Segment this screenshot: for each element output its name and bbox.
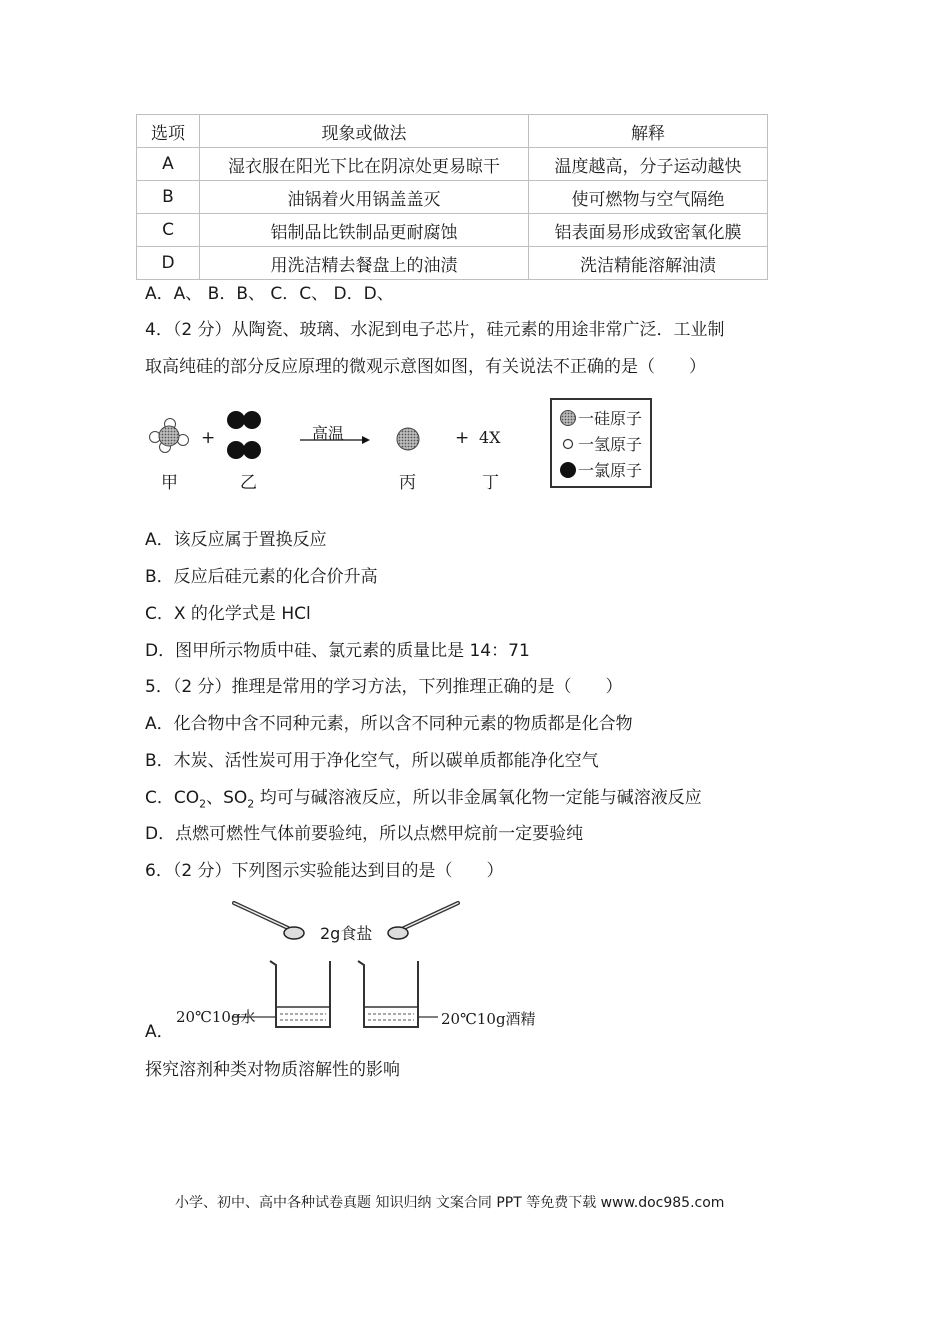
table-header-cell: 选项 [137,115,200,148]
plus-sign: + [201,428,216,448]
q6-option-a-letter: A． [145,1022,174,1042]
water-label: 20℃10g水 [176,1008,256,1026]
q5-stem: 5．（2 分）推理是常用的学习方法，下列推理正确的是（ ） [145,677,623,697]
table-cell: 使可燃物与空气隔绝 [529,181,768,214]
hydrogen-atom-icon [558,435,578,453]
legend-label: 一氢原子 [578,435,643,454]
label-yi: 乙 [240,473,257,493]
chlorine-atom-icon [558,461,578,479]
table-header-cell: 解释 [529,115,768,148]
q6-option-a-caption: 探究溶剂种类对物质溶解性的影响 [145,1060,400,1080]
options-table [136,114,768,280]
table-cell: 温度越高，分子运动越快 [529,148,768,181]
table-header-cell: 现象或做法 [200,115,529,148]
q4-stem-line1: 4．（2 分）从陶瓷、玻璃、水泥到电子芯片，硅元素的用途非常广泛．工业制 [145,320,725,340]
table-cell: 湿衣服在阳光下比在阴凉处更易晾干 [200,148,529,181]
label-jia: 甲 [161,473,178,493]
table-row [137,148,768,181]
beaker-right-icon [358,961,438,1027]
atom-legend [550,398,652,488]
q6-stem: 6．（2 分）下列图示实验能达到目的是（ ） [145,861,504,881]
table-row [137,247,768,280]
table-cell: 铝表面易形成致密氧化膜 [529,214,768,247]
product-x: 4X [479,428,501,447]
table-cell: C [137,214,200,247]
legend-item-cl [558,458,642,481]
reaction-condition: 高温 [312,424,345,443]
page-footer: 小学、初中、高中各种试卷真题 知识归纳 文案合同 PPT 等免费下载 www.doc985.com [175,1195,725,1211]
label-bing: 丙 [399,473,416,493]
table-cell: 油锅着火用锅盖盖灭 [200,181,529,214]
q4-stem-line2: 取高纯硅的部分反应原理的微观示意图如图，有关说法不正确的是（ ） [145,357,706,377]
q5-option-d: D．点燃可燃性气体前要验纯，所以点燃甲烷前一定要验纯 [145,824,584,844]
reaction-diagram [140,400,540,500]
table-cell: 洗洁精能溶解油渍 [529,247,768,280]
molecule-jia-icon [150,419,189,453]
spoon-left-icon [234,903,304,939]
alcohol-label: 20℃10g酒精 [441,1010,536,1028]
table-row [137,181,768,214]
q4-option-c: C．X 的化学式是 HCl [145,604,311,624]
table-cell: B [137,181,200,214]
legend-item-h [558,432,642,455]
table-header-row [137,115,768,148]
q5-option-a: A．化合物中含不同种元素，所以含不同种元素的物质都是化合物 [145,714,633,734]
molecule-yi-icon [227,411,261,459]
salt-label: 2g食盐 [320,924,373,943]
plus-sign-2: + [455,428,470,448]
q5-option-c: C．$CO_2$、$SO_2$ 均可与碱溶液反应，所以非金属氧化物一定能与碱溶液反应 [145,788,702,811]
table-row [137,214,768,247]
q5-option-b: B．木炭、活性炭可用于净化空气，所以碳单质都能净化空气 [145,751,599,771]
legend-label: 一硅原子 [578,409,643,428]
spoon-right-icon [388,903,458,939]
table-cell: D [137,247,200,280]
molecule-bing-icon [397,428,419,450]
table-cell: A [137,148,200,181]
legend-label: 一氯原子 [578,461,643,480]
table-cell: 用洗洁精去餐盘上的油渍 [200,247,529,280]
q3-choices: A．A、 B．B、 C．C、 D．D、 [145,284,394,304]
table-cell: 铝制品比铁制品更耐腐蚀 [200,214,529,247]
q4-option-d: D．图甲所示物质中硅、氯元素的质量比是 14：71 [145,641,530,661]
q4-option-b: B．反应后硅元素的化合价升高 [145,567,378,587]
legend-item-si [558,406,642,429]
label-ding: 丁 [482,473,499,493]
silicon-atom-icon [558,409,578,427]
q4-option-a: A．该反应属于置换反应 [145,530,327,550]
